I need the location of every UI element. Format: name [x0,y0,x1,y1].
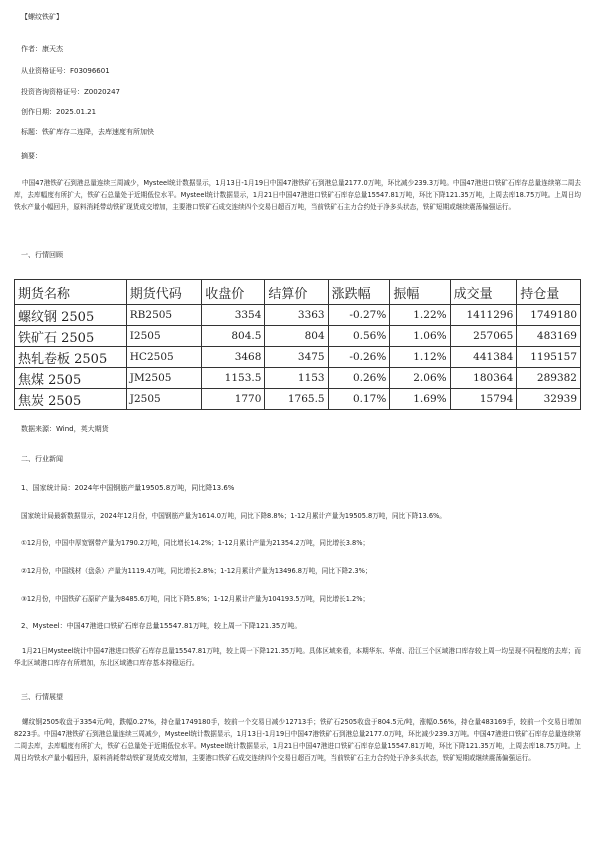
table-cell: 257065 [450,326,517,347]
table-cell: 焦炭 2505 [15,389,127,410]
table-cell: 1.69% [390,389,450,410]
table-cell: 1153.5 [202,368,265,389]
news-bullet-2: ②12月份，中国线材（盘条）产量为1119.4万吨，同比增长2.8%；1-12月累计产量为13496.8万吨，同比下降2.3%； [21,567,372,575]
table-cell: 180364 [450,368,517,389]
table-row [15,305,581,326]
author-line: 作者：康天杰 [21,45,63,53]
news-item-2-title: 2、Mysteel：中国47港进口铁矿石库存总量15547.81万吨，较上周一下降121.35万吨。 [21,622,302,630]
table-cell: J2505 [126,389,201,410]
table-row [15,368,581,389]
data-source-note: 数据来源：Wind，英大期货 [21,425,109,433]
table-cell: 焦煤 2505 [15,368,127,389]
column-header: 持仓量 [517,280,581,305]
table-cell: 15794 [450,389,517,410]
table-cell: 1411296 [450,305,517,326]
futures-table [14,279,581,410]
table-cell: 螺纹钢 2505 [15,305,127,326]
table-cell: 1195157 [517,347,581,368]
table-cell: RB2505 [126,305,201,326]
table-cell: 3475 [265,347,328,368]
section-heading-industry-news: 二、行业新闻 [21,455,63,463]
table-cell: 2.06% [390,368,450,389]
news-item-1-title: 1、国家统计局：2024年中国钢筋产量19505.8万吨，同比降13.6% [21,484,235,492]
news-bullet-1: ①12月份，中国中厚宽钢带产量为1790.2万吨，同比增长14.2%；1-12月累计产量为21354.2万吨，同比增长3.8%； [21,539,370,547]
table-cell: HC2505 [126,347,201,368]
table-row [15,389,581,410]
table-cell: 铁矿石 2505 [15,326,127,347]
table-cell: JM2505 [126,368,201,389]
table-row [15,326,581,347]
table-cell: 1749180 [517,305,581,326]
table-cell: 0.26% [328,368,390,389]
qualification-line: 从业资格证号：F03096601 [21,67,110,75]
table-cell: 1.12% [390,347,450,368]
table-cell: 1770 [202,389,265,410]
table-cell: 热轧卷板 2505 [15,347,127,368]
date-line: 创作日期：2025.01.21 [21,108,97,116]
table-cell: 1153 [265,368,328,389]
column-header: 期货名称 [15,280,127,305]
table-cell: 441384 [450,347,517,368]
table-cell: 1.22% [390,305,450,326]
table-cell: 32939 [517,389,581,410]
news-bullet-3: ③12月份，中国铁矿石原矿产量为8485.6万吨，同比下降5.8%；1-12月累计产量为104193.5万吨，同比增长1.2%； [21,595,370,603]
consulting-line: 投资咨询资格证号：Z0020247 [21,88,120,96]
column-header: 期货代码 [126,280,201,305]
table-header-row [15,280,581,305]
section-heading-market-review: 一、行情回顾 [21,251,63,259]
table-cell: 0.56% [328,326,390,347]
table-cell: I2505 [126,326,201,347]
table-cell: 804 [265,326,328,347]
table-cell: -0.27% [328,305,390,326]
news-item-1-text: 国家统计局最新数据显示，2024年12月份，中国钢筋产量为1614.0万吨，同比下降8.8%；1-12月累计产量为19505.8万吨，同比下降13.6%。 [21,512,446,520]
table-cell: 3354 [202,305,265,326]
outlook-text: 螺纹钢2505收盘于3354元/吨，跌幅0.27%，持仓量1749180手，较前一个交易日减少12713手；铁矿石2505收盘于804.5元/吨，涨幅0.56%，持仓量483169手，较前一个交易日增加8223手。中国47港铁矿石到港总量连续三周减少，Mysteel统计数据显示，1月13日-1月19日中国47港铁矿石到港总量2177.0万吨，环比减少239.3万吨。中国47港进口铁矿石库存总量连续第二周去库，去库幅度有所扩大，铁矿石总量处于近期低位水平。Mysteel统计数据显示，1月21日中国47港进口铁矿石库存总量15547.81万吨，环比下降121.35万吨，上周去库18.75万吨。上周日均铁水产量小幅回升，原料消耗带动铁矿现货成交增加，主要港口铁矿石成交连续四个交易日超百万吨，当前铁矿石主力合约处于净多头状态，铁矿短期或继续震荡偏强运行。 [14,718,581,762]
table-cell: 0.17% [328,389,390,410]
table-cell: -0.26% [328,347,390,368]
table-row [15,347,581,368]
table-cell: 483169 [517,326,581,347]
table-cell: 289382 [517,368,581,389]
table-cell: 1765.5 [265,389,328,410]
summary-text: 中国47港铁矿石到港总量连续三周减少，Mysteel统计数据显示，1月13日-1月19日中国47港铁矿石到港总量2177.0万吨，环比减少239.3万吨。中国47港进口铁矿石库存总量连续第二周去库，去库幅度有所扩大，铁矿石总量处于近期低位水平。Mysteel统计数据显示，1月21日中国47港进口铁矿石库存总量15547.81万吨，环比下降121.35万吨，上周去库18.75万吨。上周日均铁水产量小幅回升，原料消耗带动铁矿现货成交增加，主要港口铁矿石成交连续四个交易日超百万吨，当前铁矿石主力合约处于净多头状态，铁矿短期或继续震荡偏强运行。 [14,179,581,211]
summary-heading: 摘要： [21,152,42,160]
report-tag: 【螺纹铁矿】 [21,13,63,21]
title-line: 标题：铁矿库存二连降，去库速度有所加快 [21,128,154,136]
table-cell: 1.06% [390,326,450,347]
news-item-2-text: 1月21日Mysteel统计中国47港进口铁矿石库存总量15547.81万吨，较上周一下降121.35万吨。具体区域来看，本期华东、华南、沿江三个区域港口库存较上周一均呈现不同程度的去库；而华北区域港口库存有所增加，东北区域港口库存基本持稳运行。 [14,647,581,667]
column-header: 振幅 [390,280,450,305]
table-cell: 3468 [202,347,265,368]
column-header: 结算价 [265,280,328,305]
section-heading-outlook: 三、行情展望 [21,693,63,701]
table-cell: 3363 [265,305,328,326]
column-header: 收盘价 [202,280,265,305]
column-header: 成交量 [450,280,517,305]
column-header: 涨跌幅 [328,280,390,305]
table-cell: 804.5 [202,326,265,347]
